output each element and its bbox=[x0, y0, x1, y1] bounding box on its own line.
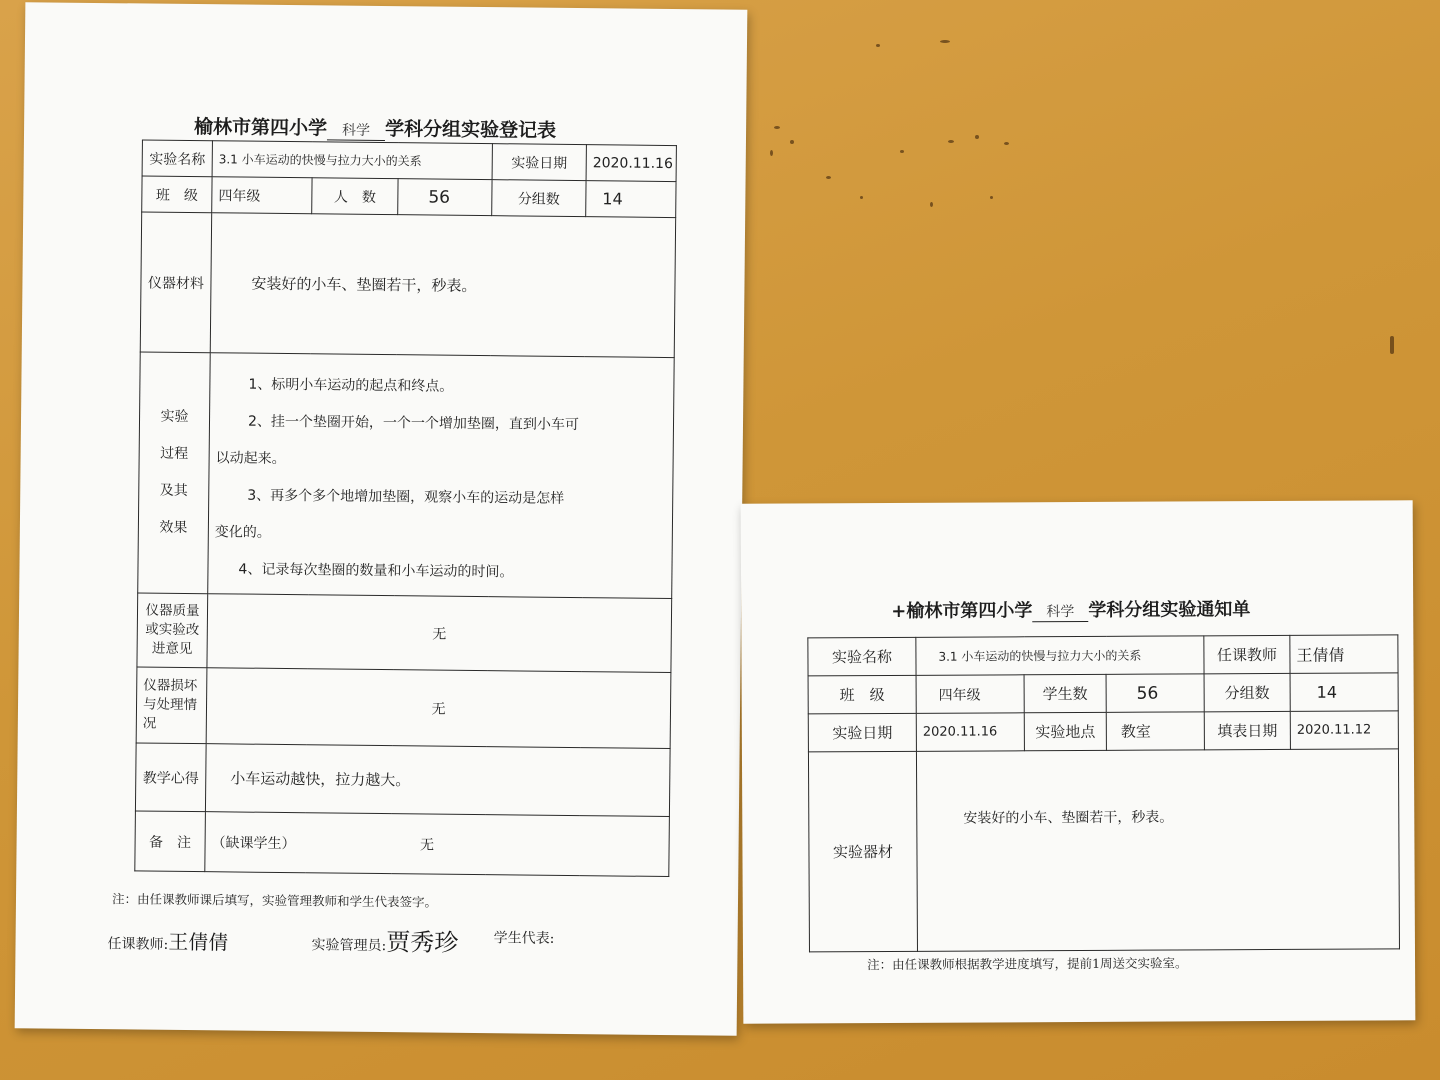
remarks-value: 无 bbox=[419, 836, 435, 854]
notice-form-table bbox=[807, 634, 1400, 952]
notice-value-experiment-name: 3.1 小车运动的快慢与拉力大小的关系 bbox=[916, 636, 1204, 676]
register-form-title: 榆林市第四小学 科学 学科分组实验登记表 bbox=[193, 116, 557, 142]
signature-admin: 实验管理员:贾秀珍 bbox=[311, 928, 459, 957]
value-process bbox=[208, 353, 674, 599]
signature-student: 学生代表: bbox=[493, 930, 555, 947]
notice-form-title: +榆林市第四小学 科学 学科分组实验通知单 bbox=[891, 599, 1251, 622]
process-step-2: 2、挂一个垫圈开始，一个一个增加垫圈，直到小车可 bbox=[247, 413, 579, 434]
subject-fill: 科学 bbox=[327, 119, 385, 141]
notice-subject-fill: 科学 bbox=[1032, 601, 1088, 622]
process-step-2-cont: 以动起来。 bbox=[215, 450, 286, 467]
value-equipment: 安装好的小车、垫圈若干，秒表。 bbox=[210, 213, 675, 358]
process-step-1: 1、标明小车运动的起点和终点。 bbox=[248, 376, 454, 395]
notice-label-location: 实验地点 bbox=[1024, 712, 1106, 750]
label-remarks: 备 注 bbox=[135, 811, 206, 872]
notice-label-class: 班 级 bbox=[808, 675, 916, 714]
value-quality: 无 bbox=[207, 594, 672, 673]
register-form-sheet bbox=[15, 2, 748, 1036]
label-count: 人 数 bbox=[312, 178, 398, 215]
notice-value-class: 四年级 bbox=[916, 675, 1024, 714]
teacher-signature: 王倩倩 bbox=[168, 929, 229, 955]
notice-value-fill-date: 2020.11.12 bbox=[1290, 711, 1398, 750]
notice-label-teacher: 任课教师 bbox=[1204, 635, 1290, 673]
label-quality: 仪器质量或实验改进意见 bbox=[137, 593, 208, 668]
label-process: 实验 过程 及其 效果 bbox=[138, 352, 211, 594]
label-experiment-date: 实验日期 bbox=[492, 144, 586, 181]
process-step-4: 4、记录每次垫圈的数量和小车运动的时间。 bbox=[238, 561, 514, 581]
remarks-absent-label: （缺课学生） bbox=[211, 834, 296, 852]
notice-form-sheet bbox=[741, 500, 1416, 1024]
label-damage: 仪器损坏与处理情况 bbox=[136, 667, 207, 744]
value-count: 56 bbox=[398, 179, 492, 216]
label-reflection: 教学心得 bbox=[135, 743, 206, 812]
notice-value-location: 教室 bbox=[1106, 712, 1204, 751]
label-class: 班 级 bbox=[142, 176, 212, 213]
notice-value-teacher: 王倩倩 bbox=[1290, 635, 1398, 674]
value-class: 四年级 bbox=[212, 177, 312, 214]
notice-value-experiment-date: 2020.11.16 bbox=[916, 713, 1024, 752]
signature-teacher: 任课教师:王倩倩 bbox=[107, 929, 229, 955]
label-experiment-name: 实验名称 bbox=[142, 140, 212, 177]
register-form-note: 注：由任课教师课后填写，实验管理教师和学生代表签字。 bbox=[111, 891, 438, 910]
notice-value-groups: 14 bbox=[1290, 673, 1398, 712]
process-step-3-cont: 变化的。 bbox=[214, 524, 271, 541]
value-damage: 无 bbox=[206, 668, 671, 749]
process-step-3: 3、再多个多个地增加垫圈，观察小车的运动是怎样 bbox=[247, 487, 565, 507]
value-experiment-name: 3.1 小车运动的快慢与拉力大小的关系 bbox=[212, 141, 492, 180]
notice-value-students: 56 bbox=[1106, 674, 1204, 713]
notice-label-experiment-name: 实验名称 bbox=[808, 637, 916, 676]
notice-form-note: 注：由任课教师根据教学进度填写，提前1周送交实验室。 bbox=[867, 955, 1188, 973]
notice-label-fill-date: 填表日期 bbox=[1204, 711, 1290, 749]
label-groups: 分组数 bbox=[492, 180, 586, 217]
value-reflection: 小车运动越快，拉力越大。 bbox=[205, 744, 670, 817]
notice-label-students: 学生数 bbox=[1024, 674, 1106, 712]
notice-value-equipment: 安装好的小车、垫圈若干，秒表。 bbox=[916, 749, 1399, 952]
notice-label-equipment: 实验器材 bbox=[808, 751, 917, 952]
register-form-table bbox=[134, 139, 677, 877]
value-groups: 14 bbox=[586, 181, 676, 218]
notice-label-experiment-date: 实验日期 bbox=[808, 713, 916, 752]
value-remarks bbox=[205, 812, 670, 877]
notice-label-groups: 分组数 bbox=[1204, 673, 1290, 711]
label-equipment: 仪器材料 bbox=[140, 212, 211, 353]
admin-signature: 贾秀珍 bbox=[386, 928, 459, 957]
value-experiment-date: 2020.11.16 bbox=[586, 145, 676, 182]
